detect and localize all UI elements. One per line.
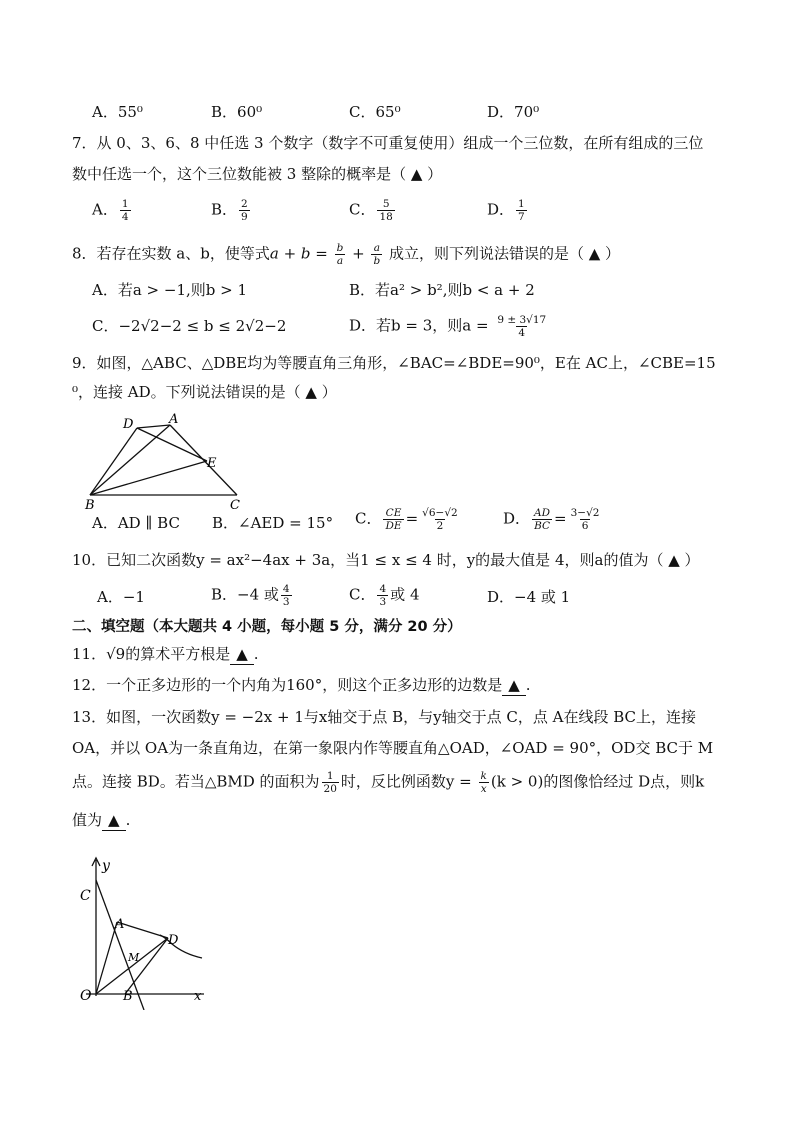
hyperbola-curve [160,935,202,958]
q6-option-c: C．65⁰ [349,103,401,121]
q12-question: 12．一个正多边形的一个内角为160°，则这个正多边形的边数是 ▲ . [72,676,531,694]
q10-option-a: A．−1 [97,588,145,606]
q8-option-a: A．若a > −1,则b > 1 [92,281,248,299]
q13-label-x: x [194,989,202,1004]
q9-label-c: C [230,498,240,513]
segment-oa [96,922,117,994]
q7-option-b: B． $\frac{2}{9}$ [211,198,248,223]
q6-option-d: D．70⁰ [487,103,540,121]
q9-label-e: E [207,456,217,471]
q7-option-c: C． $\frac{5}{18}$ [349,198,393,223]
q13-text-line4: 值为 ▲ . [72,811,131,829]
q13-label-m: M [128,951,140,964]
q10-question: 10．已知二次函数y = ax²−4ax + 3a，当1 ≤ x ≤ 4 时，y的最大值是 4，则a的值为（ ▲ ） [72,551,700,569]
q10-option-c: C． $\frac{4}{3}$ 或 4 [349,583,420,608]
q13-text-line1: 13．如图，一次函数y = −2x + 1与x轴交于点 B，与y轴交于点 C，点 A在线段 BC上，连接 [72,708,697,726]
q11-answer-blank: ▲ [230,644,254,665]
q8-option-d: D．若b = 3，则a = $\frac{9 \pm 3√17}{4}$ [349,314,547,339]
q6-option-b: B．60⁰ [211,103,263,121]
q13-label-y: y [102,858,110,874]
q7-option-a: A． $\frac{1}{4}$ [92,198,129,223]
q9-option-d: D． $\frac{AD}{BC}$ = $\frac{3-√2}{6}$ [503,507,600,532]
q8-option-b: B．若a² > b²,则b < a + 2 [349,281,535,299]
q10-option-d: D．−4 或 1 [487,588,571,606]
q13-label-c: C [80,888,91,904]
q13-label-d: D [168,933,179,948]
q9-figure [80,410,250,515]
q13-label-o: O [80,988,92,1004]
q9-option-b: B．∠AED = 15° [212,514,334,532]
q12-answer-blank: ▲ [502,675,526,696]
q9-option-a: A．AD ∥ BC [92,514,180,532]
q13-answer-blank: ▲ [102,810,126,831]
q9-label-b: B [85,498,95,513]
q9-text-line2: ⁰，连接 AD。下列说法错误的是（ ▲ ） [72,383,337,401]
q9-label-d: D [123,417,134,432]
q13-text-line3: 点。连接 BD。若当△BMD 的面积为 $\frac{1}{20}$ 时，反比例函数y = $\frac{k}{x}$ (k > 0)的图像恰经过 D点，则k [72,770,705,795]
q9-text-line1: 9．如图，△ABC、△DBE均为等腰直角三角形，∠BAC=∠BDE=90⁰，E在 AC上，∠CBE=15 [72,354,716,372]
q13-label-a: A [115,917,125,932]
q7-text-line2: 数中任选一个，这个三位数能被 3 整除的概率是（ ▲ ） [72,165,443,183]
q9-option-c: C． $\frac{CE}{DE}$ = $\frac{√6-√2}{2}$ [355,507,458,532]
q13-label-b: B [123,989,133,1004]
q11-question: 11．√9的算术平方根是 ▲ . [72,645,259,663]
q8-question: 8．若存在实数 a、b，使等式a + b = $\frac{b}{a}$ + $\frac{a}{b}$ 成立，则下列说法错误的是（ ▲ ） [72,242,621,267]
q13-figure [74,850,224,1010]
q7-text-line1: 7．从 0、3、6、8 中任选 3 个数字（数字不可重复使用）组成一个三位数，在所有组成的三位 [72,134,704,152]
section-heading-fill-in: 二、填空题（本大题共 4 小题，每小题 5 分，满分 20 分） [72,619,462,635]
q10-option-b: B．−4 或 $\frac{4}{3}$ [211,583,290,608]
q7-option-d: D． $\frac{1}{7}$ [487,198,525,223]
q13-text-line2: OA，并以 OA为一条直角边，在第一象限内作等腰直角△OAD，∠OAD = 90°，OD交 BC于 M [72,739,714,757]
line-bc [96,880,144,1010]
q6-option-a: A．55⁰ [92,103,143,121]
q8-option-c: C．−2√2−2 ≤ b ≤ 2√2−2 [92,317,287,335]
q9-label-a: A [169,412,179,427]
